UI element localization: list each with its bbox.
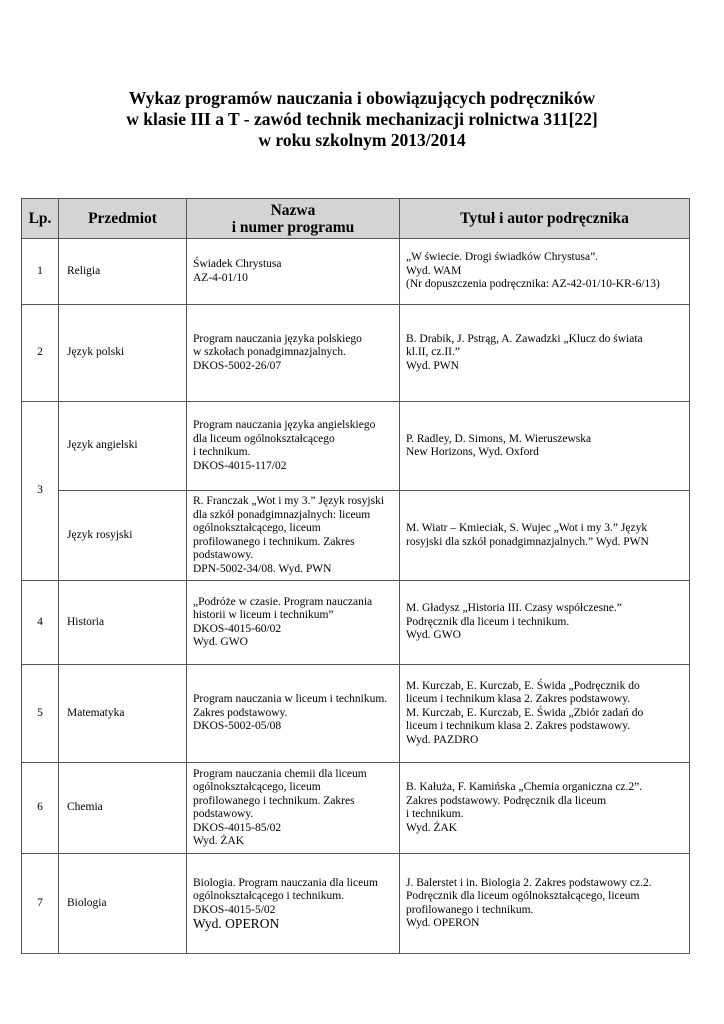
row-number: 6 [22,763,59,854]
textbook-line: (Nr dopuszczenia podręcznika: AZ-42-01/10-KR-6/13) [406,278,660,291]
program-line: Program nauczania w liceum i technikum. [193,693,388,706]
program-cell [187,763,400,854]
subject-cell: Matematyka [59,665,187,763]
textbook-line: B. Drabik, J. Pstrąg, A. Zawadzki „Klucz do świata [406,332,643,345]
table-row [22,402,690,491]
subject-cell: Historia [59,581,187,665]
subject-cell: Chemia [59,763,187,854]
table-header-row [22,199,690,239]
table-row [22,763,690,854]
header-program-line2: i numer programu [231,218,355,236]
textbook-line: liceum i technikum klasa 2. Zakres podstawowy. [406,693,631,706]
textbook-line: Podręcznik dla liceum i technikum. [406,615,570,628]
row-number: 3 [22,402,59,581]
textbook-line: Podręcznik dla liceum ogólnokształcącego, liceum [406,890,640,902]
program-line: ogólnokształcącego, liceum [193,781,321,793]
program-line: historii w liceum i technikum” [193,609,334,621]
textbook-cell [400,491,690,581]
program-cell [187,854,400,954]
textbook-line: Wyd. WAM [406,264,462,277]
table-row [22,854,690,954]
program-line: w szkołach ponadgimnazjalnych. [193,346,346,359]
textbook-line: Wyd. ŻAK [406,821,458,834]
program-line: Wyd. OPERON [193,916,280,931]
program-line: dla szkół ponadgimnazjalnych: liceum [193,508,371,521]
textbook-line: New Horizons, Wyd. Oxford [406,446,539,458]
program-line: podstawowy. [193,549,254,561]
program-line: dla liceum ogólnokształcącego [193,432,335,445]
program-line: Program nauczania języka angielskiego [193,419,376,431]
textbook-line: profilowanego i technikum. [406,903,534,916]
subject-cell: Język rosyjski [59,491,187,581]
header-textbook: Tytuł i autor podręcznika [400,199,690,239]
table-row [22,665,690,763]
row-number: 4 [22,581,59,665]
program-cell [187,665,400,763]
textbook-line: Wyd. PAZDRO [406,733,479,746]
program-line: DKOS-5002-26/07 [193,359,282,372]
program-line: Wyd. ŻAK [193,835,245,847]
textbook-cell [400,239,690,305]
program-line: ogólnokształcącego i technikum. [193,890,345,902]
program-cell [187,491,400,581]
header-subject: Przedmiot [59,199,187,239]
textbook-line: M. Gładysz „Historia III. Czasy współczesne.” [406,602,622,615]
textbook-line: Wyd. GWO [406,629,461,642]
program-cell [187,239,400,305]
program-line: Biologia. Program nauczania dla liceum [193,876,378,889]
program-line: Wyd. GWO [193,636,248,648]
program-line: DKOS-5002-05/08 [193,720,282,733]
program-cell [187,581,400,665]
program-line: Świadek Chrystusa [193,258,282,270]
header-program [187,199,400,239]
textbook-cell [400,665,690,763]
textbook-line: liceum i technikum klasa 2. Zakres podstawowy. [406,720,631,733]
program-line: Zakres podstawowy. [193,706,288,719]
textbook-line: M. Kurczab, E. Kurczab, E. Świda „Zbiór zadań do [406,706,644,719]
program-line: Program nauczania języka polskiego [193,332,362,345]
document-title [0,88,724,151]
program-line: profilowanego i technikum. Zakres [193,535,355,548]
program-cell [187,402,400,491]
program-line: Program nauczania chemii dla liceum [193,767,367,780]
row-number: 2 [22,305,59,402]
textbook-cell [400,581,690,665]
header-lp: Lp. [22,199,59,239]
row-number: 1 [22,239,59,305]
subject-cell: Biologia [59,854,187,954]
program-line: AZ-4-01/10 [193,271,248,284]
table-row [22,581,690,665]
row-number: 7 [22,854,59,954]
program-line: „Podróże w czasie. Program nauczania [193,595,373,608]
textbook-line: i technikum. [406,808,464,820]
table-row [22,491,690,581]
textbook-line: rosyjski dla szkół ponadgimnazjalnych.” Wyd. PWN [406,535,649,548]
subject-cell: Religia [59,239,187,305]
title-line-3: w roku szkolnym 2013/2014 [258,130,466,150]
title-line-1: Wykaz programów nauczania i obowiązujących podręczników [128,88,596,108]
program-line: ogólnokształcącego, liceum [193,522,321,534]
program-line: DKOS-4015-117/02 [193,459,287,472]
textbook-line: P. Radley, D. Simons, M. Wieruszewska [406,432,592,445]
textbook-cell [400,305,690,402]
program-line: profilowanego i technikum. Zakres [193,794,355,807]
textbook-line: „W świecie. Drogi świadków Chrystusa”. [406,251,599,264]
subject-cell: Język angielski [59,402,187,491]
textbook-line: Zakres podstawowy. Podręcznik dla liceum [406,794,607,807]
table-row [22,239,690,305]
textbook-line: kl.II, cz.II.” [406,346,460,359]
curriculum-table [21,198,690,954]
header-program-line1: Nazwa [270,201,316,219]
textbook-cell [400,763,690,854]
title-line-2: w klasie III a T - zawód technik mechanizacji rolnictwa 311[22] [126,109,598,129]
table-row [22,305,690,402]
program-line: podstawowy. [193,808,254,820]
row-number: 5 [22,665,59,763]
subject-cell: Język polski [59,305,187,402]
textbook-line: Wyd. OPERON [406,917,480,929]
textbook-line: Wyd. PWN [406,359,459,372]
textbook-cell [400,854,690,954]
program-cell [187,305,400,402]
program-line: DKOS-4015-5/02 [193,903,276,916]
program-line: DKOS-4015-85/02 [193,821,282,834]
program-line: DPN-5002-34/08. Wyd. PWN [193,562,332,575]
program-line: R. Franczak „Wot i my 3.” Język rosyjski [193,495,385,507]
program-line: DKOS-4015-60/02 [193,622,282,635]
textbook-cell [400,402,690,491]
program-line: i technikum. [193,446,251,458]
textbook-line: M. Wiatr – Kmieciak, S. Wujec „Wot i my 3.” Język [406,522,648,534]
textbook-line: B. Kałuża, F. Kamińska „Chemia organiczna cz.2”. [406,781,643,793]
textbook-line: J. Balerstet i in. Biologia 2. Zakres podstawowy cz.2. [406,876,652,889]
textbook-line: M. Kurczab, E. Kurczab, E. Świda „Podręcznik do [406,679,640,692]
